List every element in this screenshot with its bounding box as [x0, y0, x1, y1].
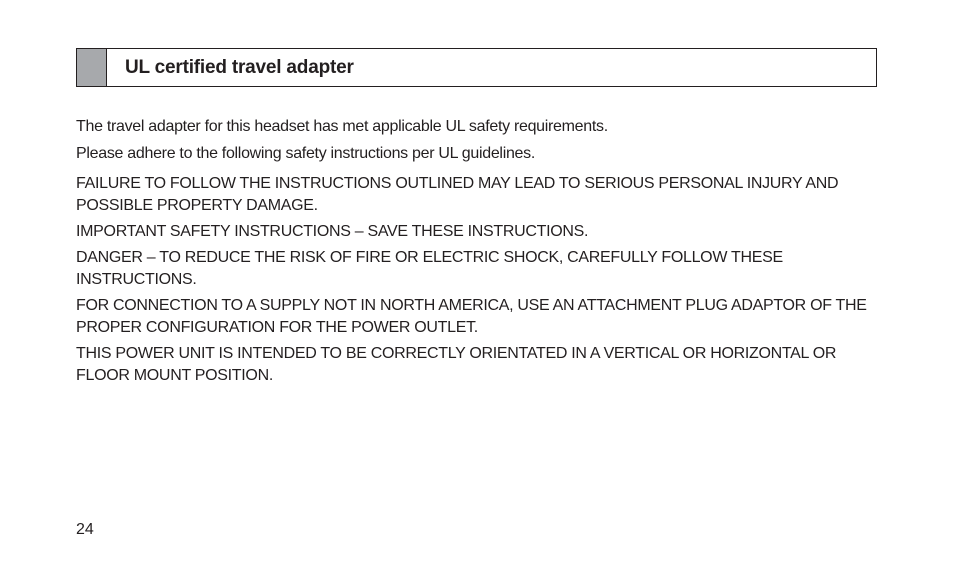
document-body [76, 116, 876, 391]
paragraph-connection: FOR CONNECTION TO A SUPPLY NOT IN NORTH AMERICA, USE AN ATTACHMENT PLUG ADAPTOR OF THE PROPER CONFIGURATION FOR THE POWER OUTLET. [76, 297, 867, 336]
paragraph-important-safety: IMPORTANT SAFETY INSTRUCTIONS – SAVE THESE INSTRUCTIONS. [76, 223, 589, 240]
section-marker [77, 49, 107, 86]
page-number: 24 [76, 521, 94, 538]
paragraph-intro-1: The travel adapter for this headset has met applicable UL safety requirements. [76, 118, 608, 135]
paragraph-danger: DANGER – TO REDUCE THE RISK OF FIRE OR ELECTRIC SHOCK, CAREFULLY FOLLOW THESE INSTRUCTIONS. [76, 249, 783, 288]
paragraph-intro-2: Please adhere to the following safety instructions per UL guidelines. [76, 145, 535, 162]
section-title: UL certified travel adapter [125, 57, 354, 78]
section-header [76, 48, 877, 87]
paragraph-orientation: THIS POWER UNIT IS INTENDED TO BE CORRECTLY ORIENTATED IN A VERTICAL OR HORIZONTAL OR FLOOR MOUNT POSITION. [76, 345, 837, 384]
paragraph-warning-failure: FAILURE TO FOLLOW THE INSTRUCTIONS OUTLINED MAY LEAD TO SERIOUS PERSONAL INJURY AND POSSIBLE PROPERTY DAMAGE. [76, 175, 839, 214]
